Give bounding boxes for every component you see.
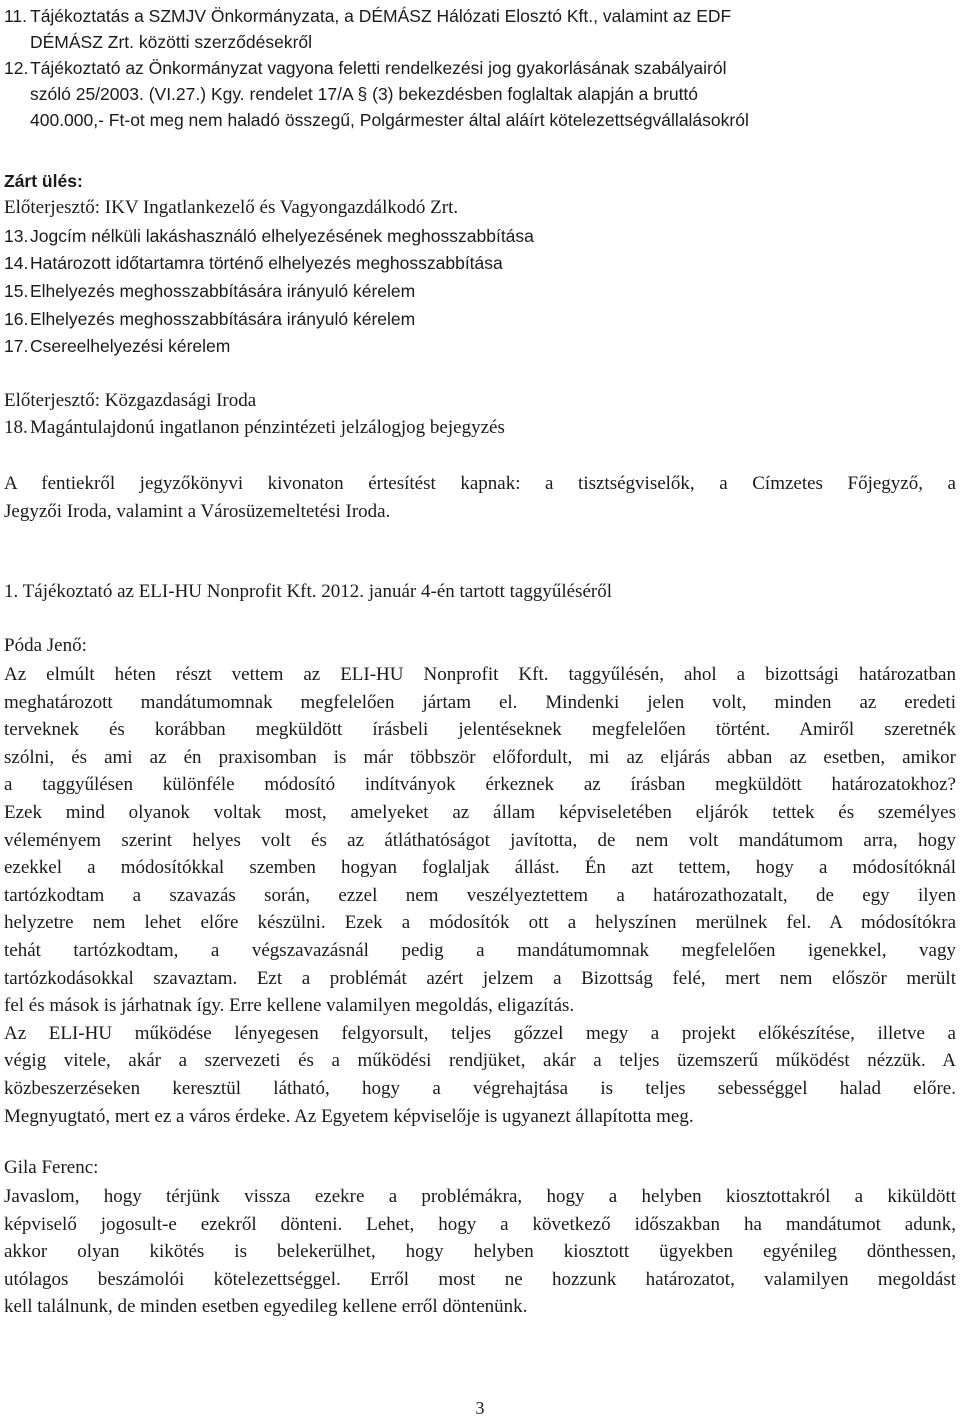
agenda-item-12-cont-2: 400.000,- Ft-ot meg nem haladó összegű, Polgármester által aláírt kötelezettségvállalásokról: [30, 110, 749, 130]
speaker-gila-text: Javaslom, hogy térjünk vissza ezekre a problémákra, hogy a helyben kiosztottakról a kiküldött képviselő jogosult-e ezekről dönteni. Lehet, hogy a következő időszakban ha mandátumot adunk, akkor olyan kikötés is belekerülhet, hogy helyben kiosztott ügyekben egyénileg dönthessen, utólagos beszámolói kötelezettséggel. Erről most ne hozzunk határozatot, valamilyen megoldást kell találnunk, de minden esetben egyedileg kellene erről döntenünk.: [4, 1186, 956, 1318]
speaker-poda-name: Póda Jenő:: [4, 635, 87, 656]
agenda-item-18: 18. Magántulajdonú ingatlanon pénzintézeti jelzálogjog bejegyzés: [4, 417, 505, 438]
presenter-ikv: Előterjesztő: IKV Ingatlankezelő és Vagyongazdálkodó Zrt.: [4, 197, 459, 218]
agenda-item-11-cont: DÉMÁSZ Zrt. közötti szerződésekről: [30, 32, 313, 52]
page-number: 3: [475, 1398, 485, 1418]
agenda-item-12: 12.Tájékoztató az Önkormányzat vagyona feletti rendelkezési jog gyakorlásának szabályairól: [4, 58, 727, 78]
agenda-item-14: 14.Határozott időtartamra történő elhelyezés meghosszabbítása: [4, 253, 503, 273]
agenda-item-16: 16.Elhelyezés meghosszabbítására irányuló kérelem: [4, 309, 416, 329]
speaker-gila-name: Gila Ferenc:: [4, 1157, 99, 1178]
agenda-item-15: 15.Elhelyezés meghosszabbítására irányuló kérelem: [4, 281, 416, 301]
notice-paragraph: A fentiekről jegyzőkönyvi kivonaton értesítést kapnak: a tisztségviselők, a Címzetes Főjegyző, a Jegyzői Iroda, valamint a Városüzemeltetési Iroda.: [4, 473, 956, 522]
item-1-title: 1. Tájékoztató az ELI-HU Nonprofit Kft. 2012. január 4-én tartott taggyűléséről: [4, 581, 612, 602]
presenter-economic-office: Előterjesztő: Közgazdasági Iroda: [4, 390, 257, 411]
closed-session-heading: Zárt ülés:: [4, 171, 83, 191]
agenda-item-11: 11. Tájékoztatás a SZMJV Önkormányzata, a DÉMÁSZ Hálózati Elosztó Kft., valamint az EDF: [4, 6, 732, 26]
agenda-item-12-cont-1: szóló 25/2003. (VI.27.) Kgy. rendelet 17/A § (3) bekezdésben foglaltak alapján a bruttó: [30, 84, 699, 104]
speaker-poda-text: Az elmúlt héten részt vettem az ELI-HU Nonprofit Kft. taggyűlésén, ahol a bizottsági határozatban meghatározott mandátumomnak megfelelően jártam el. Mindenki jelen volt, minden az eredeti terveknek és korábban megküldött írásbeli jelentéseknek megfelelően történt. Amiről szeretnék szólni, és ami az én praxisomban is már többször előfordult, mi az eljárás abban az esetben, amikor a taggyűlésen különféle módosító indítványok érkeznek az írásban megküldött határozatokhoz? Ezek mind olyanok voltak most, amelyeket az állam képviseletében eljárók tettek és személyes véleményem szerint helyes volt és az átláthatóságot javította, de nem volt mandátumom arra, hogy ezekkel a módosítókkal szemben hogyan foglaljak állást. Én azt tettem, hogy a módosítóknál tartózkodtam a szavazás során, ezzel nem veszélyeztettem a határozathozatalt, de egy ilyen helyzetre nem lehet előre készülni. Ezek a módosítók ott a helyszínen merülnek fel. A módosítókra tehát tartózkodtam, a végszavazásnál pedig a mandátumomnak megfelelően igenekkel, vagy tartózkodásokkal szavaztam. Ezt a problémát azért jelzem a Bizottság felé, mert nem először merült fel és mások is járhatnak így. Erre kellene valamilyen megoldás, eligazítás. Az ELI-HU működése lényegesen felgyorsult, teljes gőzzel megy a projekt előkészítése, illetve a végig vitele, akár a szervezeti és a működési rendjüket, akár a teljes üzemszerű működést nézzük. A közbeszerzéseken keresztül látható, hogy a végrehajtása is teljes sebességgel halad előre. Megnyugtató, mert ez a város érdeke. Az Egyetem képviselője is ugyanezt állapította meg.: [4, 664, 956, 1127]
agenda-item-13: 13.Jogcím nélküli lakáshasználó elhelyezésének meghosszabbítása: [4, 226, 534, 246]
agenda-item-17: 17.Csereelhelyezési kérelem: [4, 336, 231, 356]
